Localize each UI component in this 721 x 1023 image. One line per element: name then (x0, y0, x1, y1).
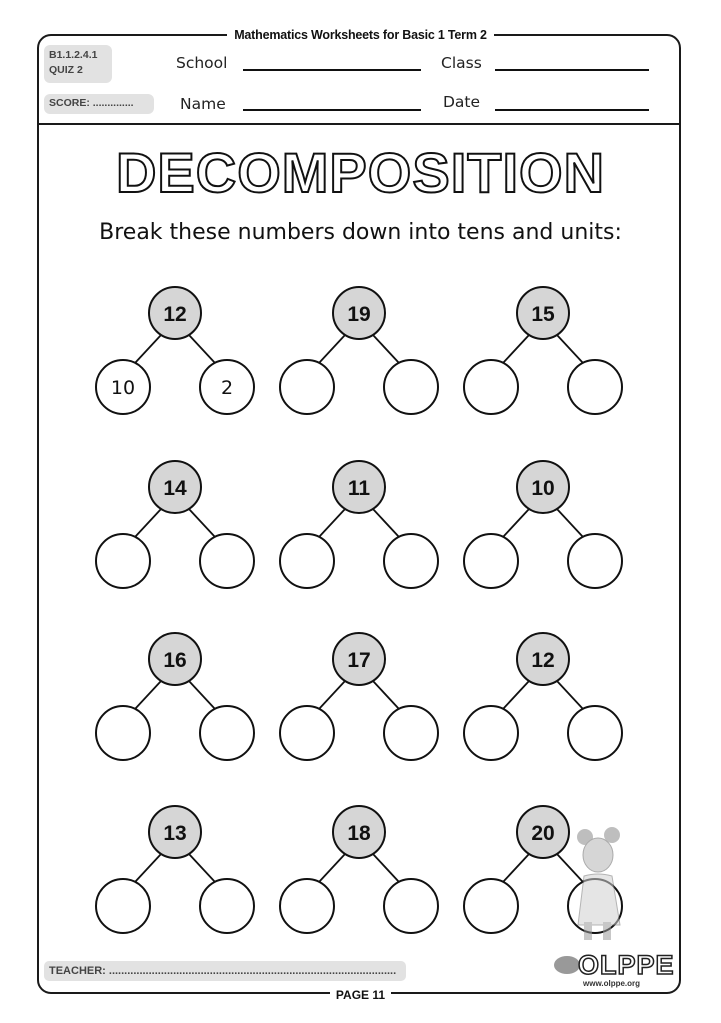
bond-line-left (135, 509, 161, 537)
bond-line-right (373, 335, 399, 363)
instructions: Break these numbers down into tens and units: (99, 220, 622, 245)
bond-line-right (189, 335, 215, 363)
number-bond (464, 287, 622, 414)
units-answer-circle[interactable] (384, 879, 438, 933)
whole-number: 16 (163, 649, 187, 672)
bond-line-right (557, 854, 583, 882)
number-bond (280, 633, 438, 760)
whole-number: 10 (531, 477, 555, 500)
whole-number: 19 (347, 303, 371, 326)
bond-line-right (373, 509, 399, 537)
bond-line-left (135, 854, 161, 882)
name-label: Name (180, 95, 226, 113)
teacher-field[interactable]: TEACHER: .............................................................................................. (44, 961, 406, 981)
whole-number: 15 (531, 303, 555, 326)
number-bond (96, 287, 254, 414)
whole-number: 11 (347, 477, 371, 500)
bond-line-left (135, 681, 161, 709)
number-bond (96, 461, 254, 588)
bond-line-right (557, 681, 583, 709)
tens-answer-circle[interactable] (96, 879, 150, 933)
whole-number: 12 (163, 303, 187, 326)
bond-line-left (503, 509, 529, 537)
units-answer-circle[interactable] (568, 360, 622, 414)
whole-number: 12 (531, 649, 555, 672)
tens-answer-circle[interactable] (280, 879, 334, 933)
units-answer-circle[interactable] (384, 706, 438, 760)
bond-line-right (189, 509, 215, 537)
bond-line-right (189, 681, 215, 709)
score-field[interactable]: SCORE: .............. (44, 94, 154, 114)
bond-line-left (319, 681, 345, 709)
tens-answer-circle[interactable] (280, 360, 334, 414)
bond-line-right (373, 854, 399, 882)
girl-illustration (577, 827, 620, 940)
number-bond (280, 461, 438, 588)
quiz-label: QUIZ 2 (49, 64, 83, 76)
number-bond (96, 633, 254, 760)
tens-answer-circle[interactable] (464, 534, 518, 588)
bond-line-right (189, 854, 215, 882)
page-number: PAGE 11 (0, 984, 721, 1003)
whole-number: 14 (163, 477, 187, 500)
bond-line-left (319, 335, 345, 363)
bond-line-right (557, 335, 583, 363)
tens-answer-circle[interactable] (280, 706, 334, 760)
number-bond (280, 287, 438, 414)
bond-line-left (503, 681, 529, 709)
curriculum-code: B1.1.2.4.1 (49, 49, 98, 61)
website-url: www.olppe.org (583, 979, 641, 988)
units-answer: 2 (220, 377, 234, 399)
whole-number: 18 (347, 822, 371, 845)
bond-line-left (319, 854, 345, 882)
units-answer-circle[interactable] (384, 360, 438, 414)
whole-number: 13 (163, 822, 187, 845)
number-bond (280, 806, 438, 933)
bond-line-right (557, 509, 583, 537)
class-label: Class (441, 54, 482, 72)
tens-answer-circle[interactable] (96, 534, 150, 588)
number-bond (96, 806, 254, 933)
tens-answer-circle[interactable] (464, 879, 518, 933)
bond-line-left (319, 509, 345, 537)
date-label: Date (443, 93, 481, 111)
number-bond (464, 633, 622, 760)
worksheet-title: DECOMPOSITION (115, 141, 606, 204)
tens-answer-circle[interactable] (96, 706, 150, 760)
tens-answer-circle[interactable] (464, 706, 518, 760)
units-answer-circle[interactable] (568, 706, 622, 760)
bond-line-left (503, 335, 529, 363)
school-label: School (176, 54, 228, 72)
number-bond (464, 461, 622, 588)
bond-line-left (503, 854, 529, 882)
tens-answer: 10 (110, 377, 136, 399)
tens-answer-circle[interactable] (280, 534, 334, 588)
units-answer-circle[interactable] (200, 706, 254, 760)
worksheet-series-title: Mathematics Worksheets for Basic 1 Term 2 (0, 24, 721, 43)
units-answer-circle[interactable] (568, 534, 622, 588)
units-answer-circle[interactable] (200, 534, 254, 588)
bond-line-left (135, 335, 161, 363)
logo: OLPPE (578, 950, 675, 980)
units-answer-circle[interactable] (384, 534, 438, 588)
bond-line-right (373, 681, 399, 709)
whole-number: 17 (347, 649, 371, 672)
units-answer-circle[interactable] (200, 879, 254, 933)
whole-number: 20 (531, 822, 555, 845)
tens-answer-circle[interactable] (464, 360, 518, 414)
